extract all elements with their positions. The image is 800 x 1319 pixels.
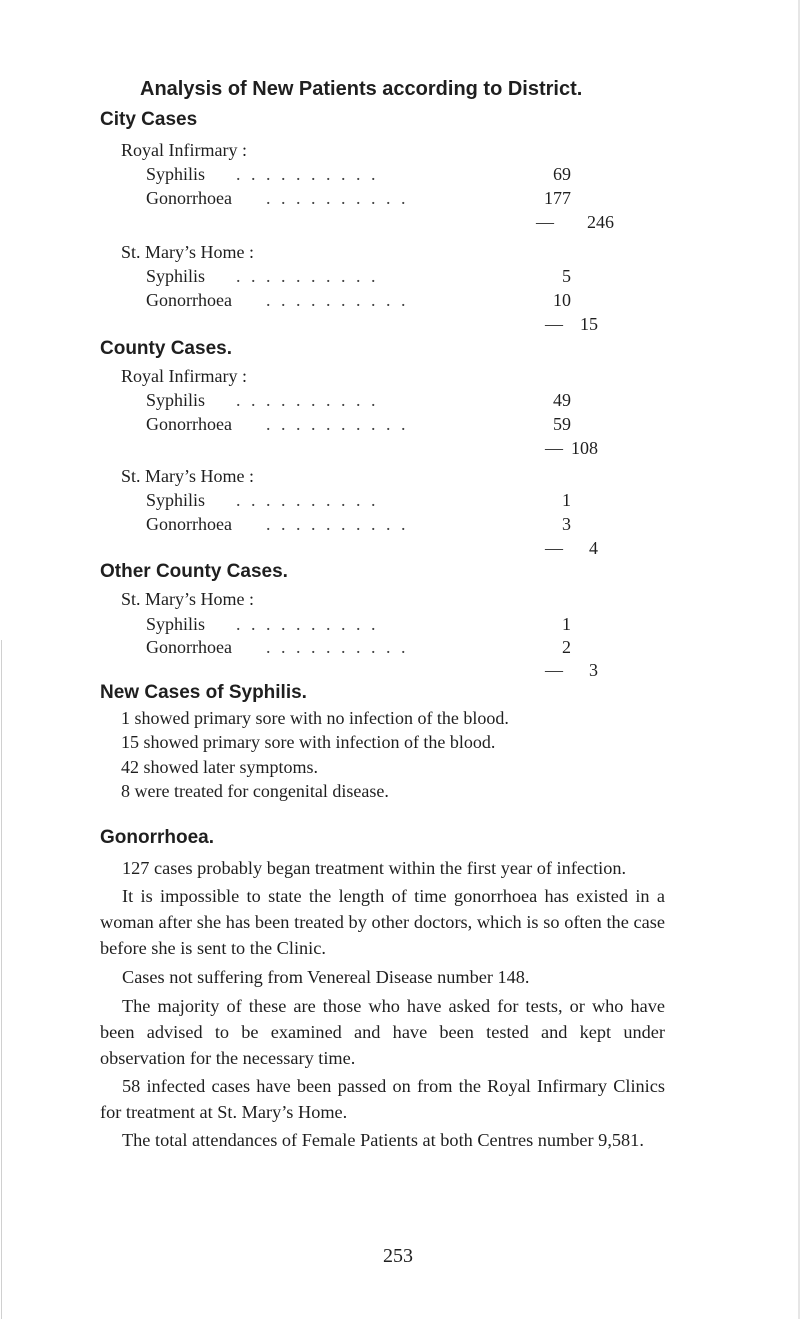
paragraph-text: It is impossible to state the length of time gonorrhoea has existed in a woman after she has been treated by other doctors, which is so often the case before she is sent to the Clinic.: [100, 886, 665, 958]
city-royal-syphilis-label: Syphilis: [146, 164, 206, 184]
paragraph-text: 127 cases probably began treatment within the first year of infection.: [122, 858, 627, 878]
subtotal-dash: —: [545, 538, 563, 558]
city-royal-gonorrhoea-value: 177: [544, 188, 571, 208]
leader-dots: . . . . . . . . . .: [266, 414, 409, 434]
county-royal-total: 108: [571, 438, 598, 458]
city-royal-gonorrhoea-label: Gonorrhoea: [146, 188, 232, 208]
county-stmarys-gonorrhoea-value: 3: [562, 514, 571, 534]
page-title: Analysis of New Patients according to District.: [140, 78, 583, 100]
county-stmarys-label: St. Mary’s Home :: [121, 466, 254, 486]
other-stmarys-gonorrhoea-value: 2: [562, 637, 571, 657]
gonorrhoea-section-heading: Gonorrhoea.: [100, 827, 215, 848]
syphilis-line: 8 were treated for congenital disease.: [121, 781, 389, 801]
leader-dots: . . . . . . . . . .: [236, 266, 379, 286]
other-stmarys-syphilis-label: Syphilis: [146, 614, 206, 634]
syphilis-line: 42 showed later symptoms.: [121, 757, 318, 777]
gonorrhoea-paragraph: [100, 993, 665, 1071]
county-stmarys-syphilis-label: Syphilis: [146, 490, 206, 510]
county-stmarys-gonorrhoea-label: Gonorrhoea: [146, 514, 232, 534]
page-edge-left: [1, 640, 2, 1319]
subtotal-dash: —: [536, 212, 554, 232]
leader-dots: . . . . . . . . . .: [236, 164, 379, 184]
city-stmarys-syphilis-value: 5: [562, 266, 571, 286]
city-royal-label: Royal Infirmary :: [121, 140, 247, 160]
paragraph-text: The majority of these are those who have asked for tests, or who have been advised to be examined and have been tested and kept under observation for the necessary time.: [100, 996, 665, 1068]
subtotal-dash: —: [545, 314, 563, 334]
city-stmarys-label: St. Mary’s Home :: [121, 242, 254, 262]
gonorrhoea-paragraph: [100, 883, 665, 961]
county-royal-syphilis-label: Syphilis: [146, 390, 206, 410]
other-stmarys-label: St. Mary’s Home :: [121, 589, 254, 609]
syphilis-line: 1 showed primary sore with no infection of the blood.: [121, 708, 509, 728]
city-stmarys-total: 15: [580, 314, 598, 334]
paragraph-text: The total attendances of Female Patients at both Centres number 9,581.: [122, 1130, 644, 1150]
city-stmarys-syphilis-label: Syphilis: [146, 266, 206, 286]
leader-dots: . . . . . . . . . .: [236, 390, 379, 410]
paragraph-text: Cases not suffering from Venereal Disease number 148.: [122, 967, 530, 987]
other-stmarys-gonorrhoea-label: Gonorrhoea: [146, 637, 232, 657]
subtotal-dash: —: [545, 438, 563, 458]
leader-dots: . . . . . . . . . .: [266, 637, 409, 657]
leader-dots: . . . . . . . . . .: [266, 188, 409, 208]
subtotal-dash: —: [545, 660, 563, 680]
county-royal-syphilis-value: 49: [553, 390, 571, 410]
leader-dots: . . . . . . . . . .: [236, 490, 379, 510]
syphilis-section-heading: New Cases of Syphilis.: [100, 682, 307, 703]
city-royal-total: 246: [587, 212, 614, 232]
gonorrhoea-paragraph: [100, 1073, 665, 1125]
city-stmarys-gonorrhoea-value: 10: [553, 290, 571, 310]
gonorrhoea-paragraph: [100, 855, 665, 881]
city-cases-heading: City Cases: [100, 109, 198, 130]
paragraph-text: 58 infected cases have been passed on from the Royal Infirmary Clinics for treatment at St. Mary’s Home.: [100, 1076, 665, 1122]
leader-dots: . . . . . . . . . .: [266, 290, 409, 310]
gonorrhoea-paragraph: [100, 1127, 665, 1153]
syphilis-line: 15 showed primary sore with infection of the blood.: [121, 732, 496, 752]
county-royal-label: Royal Infirmary :: [121, 366, 247, 386]
other-stmarys-total: 3: [589, 660, 598, 680]
county-cases-heading: County Cases.: [100, 338, 232, 359]
other-county-heading: Other County Cases.: [100, 561, 288, 582]
city-royal-syphilis-value: 69: [553, 164, 571, 184]
county-royal-gonorrhoea-label: Gonorrhoea: [146, 414, 232, 434]
county-stmarys-total: 4: [589, 538, 598, 558]
county-stmarys-syphilis-value: 1: [562, 490, 571, 510]
city-stmarys-gonorrhoea-label: Gonorrhoea: [146, 290, 232, 310]
county-royal-gonorrhoea-value: 59: [553, 414, 571, 434]
other-stmarys-syphilis-value: 1: [562, 614, 571, 634]
leader-dots: . . . . . . . . . .: [236, 614, 379, 634]
page-number: 253: [383, 1245, 413, 1267]
gonorrhoea-paragraph: [100, 964, 665, 990]
leader-dots: . . . . . . . . . .: [266, 514, 409, 534]
